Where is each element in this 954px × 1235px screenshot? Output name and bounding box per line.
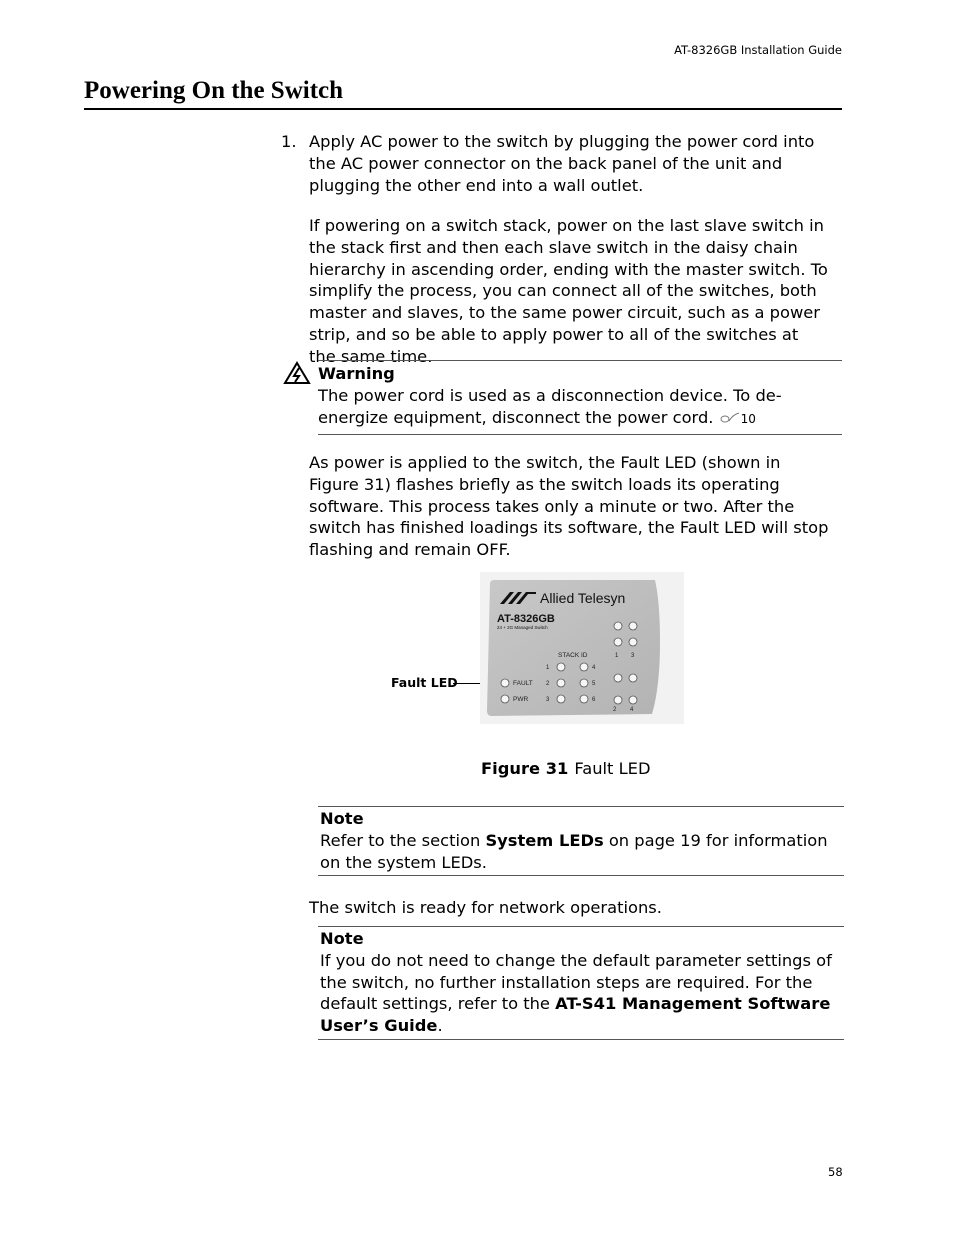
fault-led-paragraph: As power is applied to the switch, the Fault LED (shown in Figure 31) flashes briefly as the switch loads its operating software. This process takes only a minute or two. After the switch has finished loadings its software, the Fault LED will stop flashing and remain OFF. [309, 453, 829, 560]
warning-ref-number: 10 [740, 411, 756, 426]
step-1-text: Apply AC power to the switch by plugging the power cord into the AC power connector on the back panel of the unit and plugging the other end into a wall outlet. [309, 132, 815, 195]
title-rule [84, 108, 842, 110]
stack-num-4: 4 [592, 665, 596, 671]
stack-num-3: 3 [546, 697, 550, 703]
figure-number: Figure 31 [481, 759, 569, 778]
warning-heading: Warning [318, 364, 395, 383]
warning-box [318, 360, 842, 435]
note-2-heading: Note [320, 929, 364, 948]
note-2-text [320, 950, 844, 1037]
warning-body: The power cord is used as a disconnection device. To de-energize equipment, disconnect the power cord. [318, 385, 782, 427]
fault-led [501, 679, 509, 687]
note-box-1 [318, 806, 844, 876]
note-box-2 [318, 926, 844, 1040]
stack-num-2: 2 [546, 681, 550, 687]
ready-text: The switch is ready for network operations. [309, 898, 662, 917]
note-1-text [320, 830, 844, 874]
figure-caption-text: Fault LED [574, 759, 651, 778]
fault-label: FAULT [513, 680, 533, 687]
note-2-text-before: If you do not need to change the default parameter settings of the switch, no further installation steps are required. For the default settings, refer to the [320, 950, 832, 1014]
fault-led-callout: Fault LED [391, 675, 458, 690]
warning-icon [283, 361, 311, 385]
note-1-text-before: Refer to the section [320, 830, 486, 850]
stack-id-label: STACK ID [558, 652, 588, 659]
switch-front-panel-figure [480, 572, 684, 724]
pwr-led [501, 695, 509, 703]
management-guide-reference: AT-S41 Management Software User’s Guide [320, 994, 831, 1036]
pwr-label: PWR [513, 696, 529, 703]
stack-paragraph: If powering on a switch stack, power on the last slave switch in the stack first and then each slave switch in the daisy chain hierarchy in ascending order, ending with the master switch. To simplify the process, you can connect all of the switches, both master and slaves, to the same power circuit, such as a power strip, and so be able to apply power to all of the switches at the same time. [309, 216, 828, 366]
port-num-2: 2 [613, 707, 617, 713]
translation-ref-icon [719, 412, 741, 424]
page-title: Powering On the Switch [84, 77, 344, 104]
step-number: 1. [281, 132, 297, 151]
stack-num-1: 1 [546, 665, 550, 671]
system-leds-reference: System LEDs [485, 830, 604, 850]
model-text: AT-8326GB [497, 613, 555, 625]
note-1-heading: Note [320, 809, 364, 828]
warning-text [318, 385, 842, 431]
port-num-3: 3 [631, 653, 635, 659]
running-header: AT-8326GB Installation Guide [674, 43, 842, 57]
note-1-text-after: on page 19 for information on the system LEDs. [320, 830, 828, 872]
page-number: 58 [828, 1165, 843, 1179]
port-num-4: 4 [630, 707, 634, 713]
port-num-1: 1 [615, 653, 619, 659]
stack-num-5: 5 [592, 681, 596, 687]
stack-num-6: 6 [592, 697, 596, 703]
model-subtitle: 24 + 2G Managed Switch [497, 625, 548, 630]
note-2-text-after: . [437, 1016, 443, 1036]
brand-text: Allied Telesyn [540, 590, 626, 606]
figure-caption [481, 759, 651, 778]
